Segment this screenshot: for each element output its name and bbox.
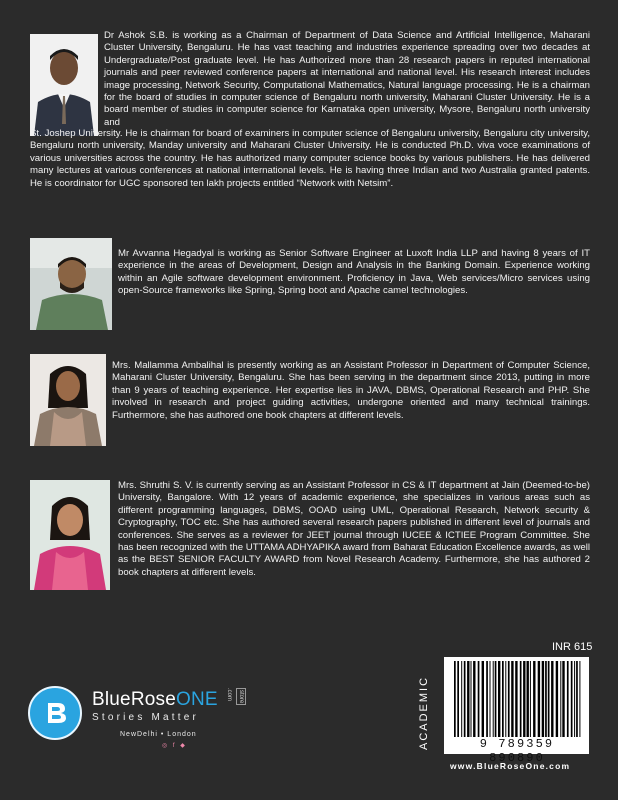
publisher-brand bbox=[92, 689, 218, 711]
author-photo-avvanna bbox=[30, 238, 112, 330]
author-bio-avvanna: Mr Avvanna Hegadyal is working as Senior Software Engineer at Luxoft India LLP and having 8 years of IT experience in the areas of Development, Design and Analysis in the Banking Domain. Experience working within an Agile software development environment. Proficiency in Java, Web services/Micro services using open-Source frameworks like Spring, Spring boot and Apache camel technologies. bbox=[118, 248, 590, 297]
author-bio-ashok: Dr Ashok S.B. is working as a Chairman of Department of Data Science and Artificial Intelligence, Maharani Cluster University, Bengaluru. He has vast teaching and industries experience spreading over two decades at Undergraduate/Post graduate level. He has Authorized more than 28 research papers in reputed international journals and peer reviewed conference papers at international and national level. His research interest includes image processing, Network Security, Computational Mathematics, Natural language processing. He is a chairman for the board of studies in computer science of Bengaluru north university, Maharani Cluster University. He is a board member of studies in computer science for Karnataka open university, Mysore, Bengaluru north university and bbox=[104, 30, 590, 128]
publisher-brand-com: .com bbox=[226, 688, 232, 702]
publisher-brand-main: BlueRose bbox=[92, 689, 176, 710]
price-label: INR 615 bbox=[552, 641, 593, 653]
publisher-brand-store: store bbox=[238, 690, 244, 704]
publisher-logo bbox=[28, 686, 82, 740]
publisher-brand-accent: ONE bbox=[175, 689, 218, 710]
isbn-number: 9 789359 890890 bbox=[479, 737, 555, 765]
barcode-icon bbox=[452, 661, 582, 737]
author-photo-shruthi bbox=[30, 480, 110, 590]
category-label: ACADEMIC bbox=[418, 675, 430, 750]
publisher-cities: NewDelhi • London bbox=[120, 731, 197, 738]
publisher-website: www.BlueRoseOne.com bbox=[450, 761, 571, 771]
publisher-tagline: Stories Matter bbox=[92, 712, 200, 723]
social-icons: ◎ f ◆ bbox=[162, 743, 187, 749]
author-photo-ashok bbox=[30, 34, 98, 136]
publisher-logo-icon bbox=[40, 698, 70, 728]
author-bio-shruthi: Mrs. Shruthi S. V. is currently serving as an Assistant Professor in CS & IT department at Jain (Deemed-to-be) University, Bangalore. With 12 years of academic experience, she specializes in various areas such as different programming languages, DBMS, OOAD using UML, Operational Research, Network security & Cryptography, TOC etc. She has authored several research papers published in different level of journals and conferences. She serves as a reviewer for JEET journal through IUCEE & ICTIEE Program Committee. She has been recognized with the UTTAMA ADHYAPIKA award from Baharat Education Excellence awards, as well as the BEST SENIOR FACULTY AWARD from Novel Research Academy. Furthermore, she has authored 2 book chapters at different levels. bbox=[118, 480, 590, 578]
isbn-barcode bbox=[444, 657, 589, 765]
author-bio-mallamma: Mrs. Mallamma Ambalihal is presently working as an Assistant Professor in Department of Computer Science, Maharani Cluster University, Bengaluru. She has been serving in the department since 2013, putting in more than 9 years of teaching experience. Her expertise lies in JAVA, DBMS, Operational Research and PHP. She involved in research and project guiding activities, undergone oriented and many technical trainings. Furthermore, she has authored one book chapters at different levels. bbox=[112, 360, 590, 421]
author-bio-ashok-continued: St. Joshep University. He is chairman for board of examiners in computer science of Bengaluru university, Bengaluru city university, Bengaluru north university, Manday university and Maharani Cluster University. He is conducted Ph.D. viva voce examinations of various universities across the country. He has authorized many computer science books by various publishers. He has delivered many lectures at various conferences at national international levels. He is having three Indian and two Australia granted patents. He is coordinator for UGC sponsored ten lakh projects entitled “Network with Netsim”. bbox=[30, 128, 590, 189]
author-photo-mallamma bbox=[30, 354, 106, 446]
